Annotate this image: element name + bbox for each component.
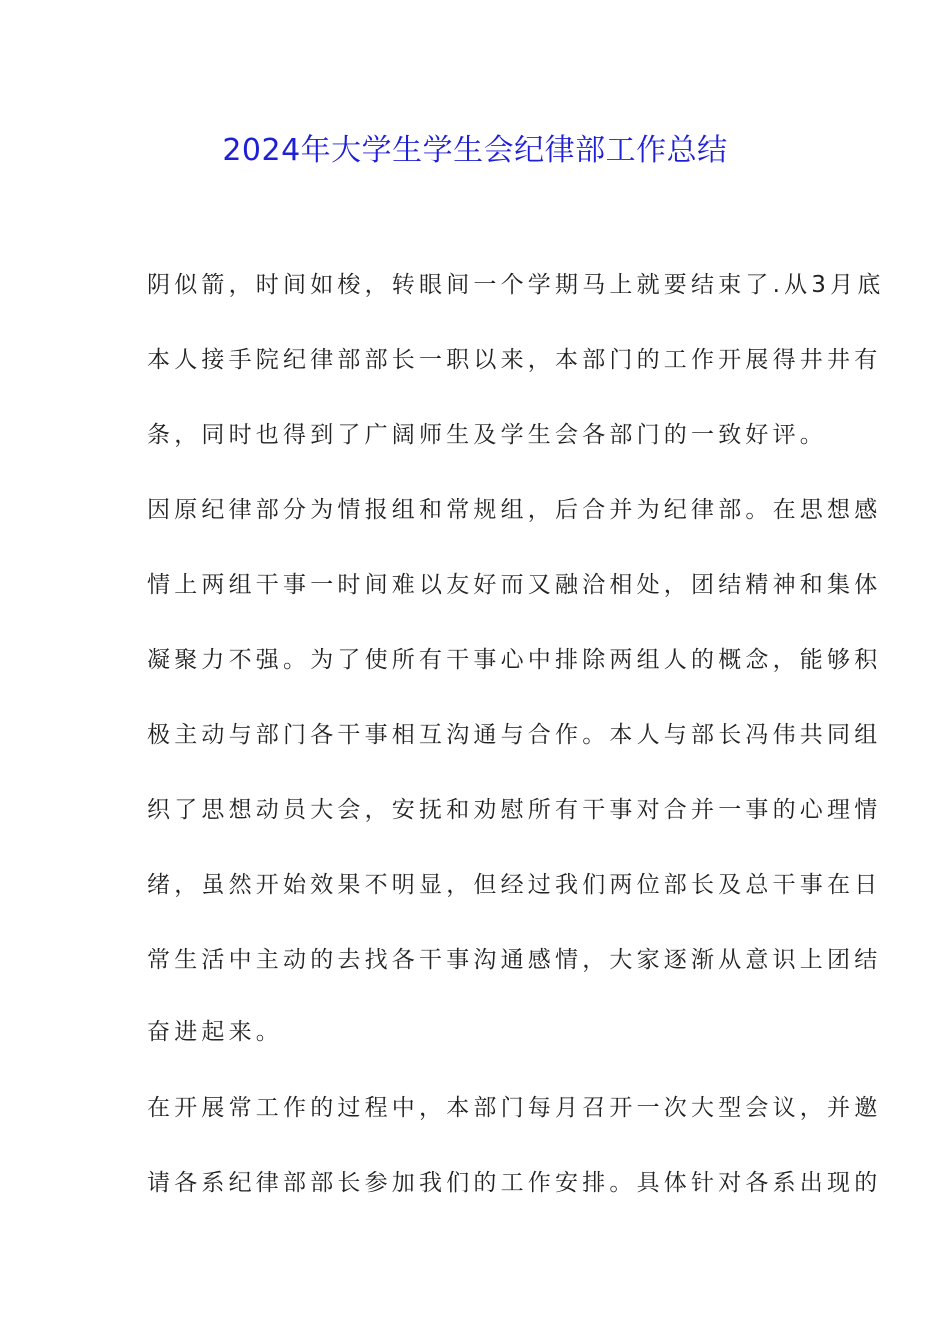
body-line-5: 情上两组干事一时间难以友好而又融洽相处，团结精神和集体 — [147, 572, 882, 598]
body-line-3: 条，同时也得到了广阔师生及学生会各部门的一致好评。 — [147, 422, 827, 448]
body-line-2: 本人接手院纪律部部长一职以来，本部门的工作开展得井井有 — [147, 347, 882, 373]
body-line-6: 凝聚力不强。为了使所有干事心中排除两组人的概念，能够积 — [147, 647, 882, 673]
body-line-10: 常生活中主动的去找各干事沟通感情，大家逐渐从意识上团结 — [147, 947, 882, 973]
body-line-4: 因原纪律部分为情报组和常规组，后合并为纪律部。在思想感 — [147, 497, 882, 523]
body-line-7: 极主动与部门各干事相互沟通与合作。本人与部长冯伟共同组 — [147, 722, 882, 748]
body-line-8: 织了思想动员大会，安抚和劝慰所有干事对合并一事的心理情 — [147, 797, 882, 823]
body-line-12: 在开展常工作的过程中，本部门每月召开一次大型会议，并邀 — [147, 1095, 882, 1121]
body-line-1: 阴似箭，时间如梭，转眼间一个学期马上就要结束了.从3月底 — [147, 272, 885, 298]
body-line-11: 奋进起来。 — [147, 1019, 283, 1045]
body-line-9: 绪，虽然开始效果不明显，但经过我们两位部长及总干事在日 — [147, 872, 882, 898]
document-title: 2024年大学生学生会纪律部工作总结 — [222, 133, 728, 168]
body-line-13: 请各系纪律部部长参加我们的工作安排。具体针对各系出现的 — [147, 1170, 882, 1196]
